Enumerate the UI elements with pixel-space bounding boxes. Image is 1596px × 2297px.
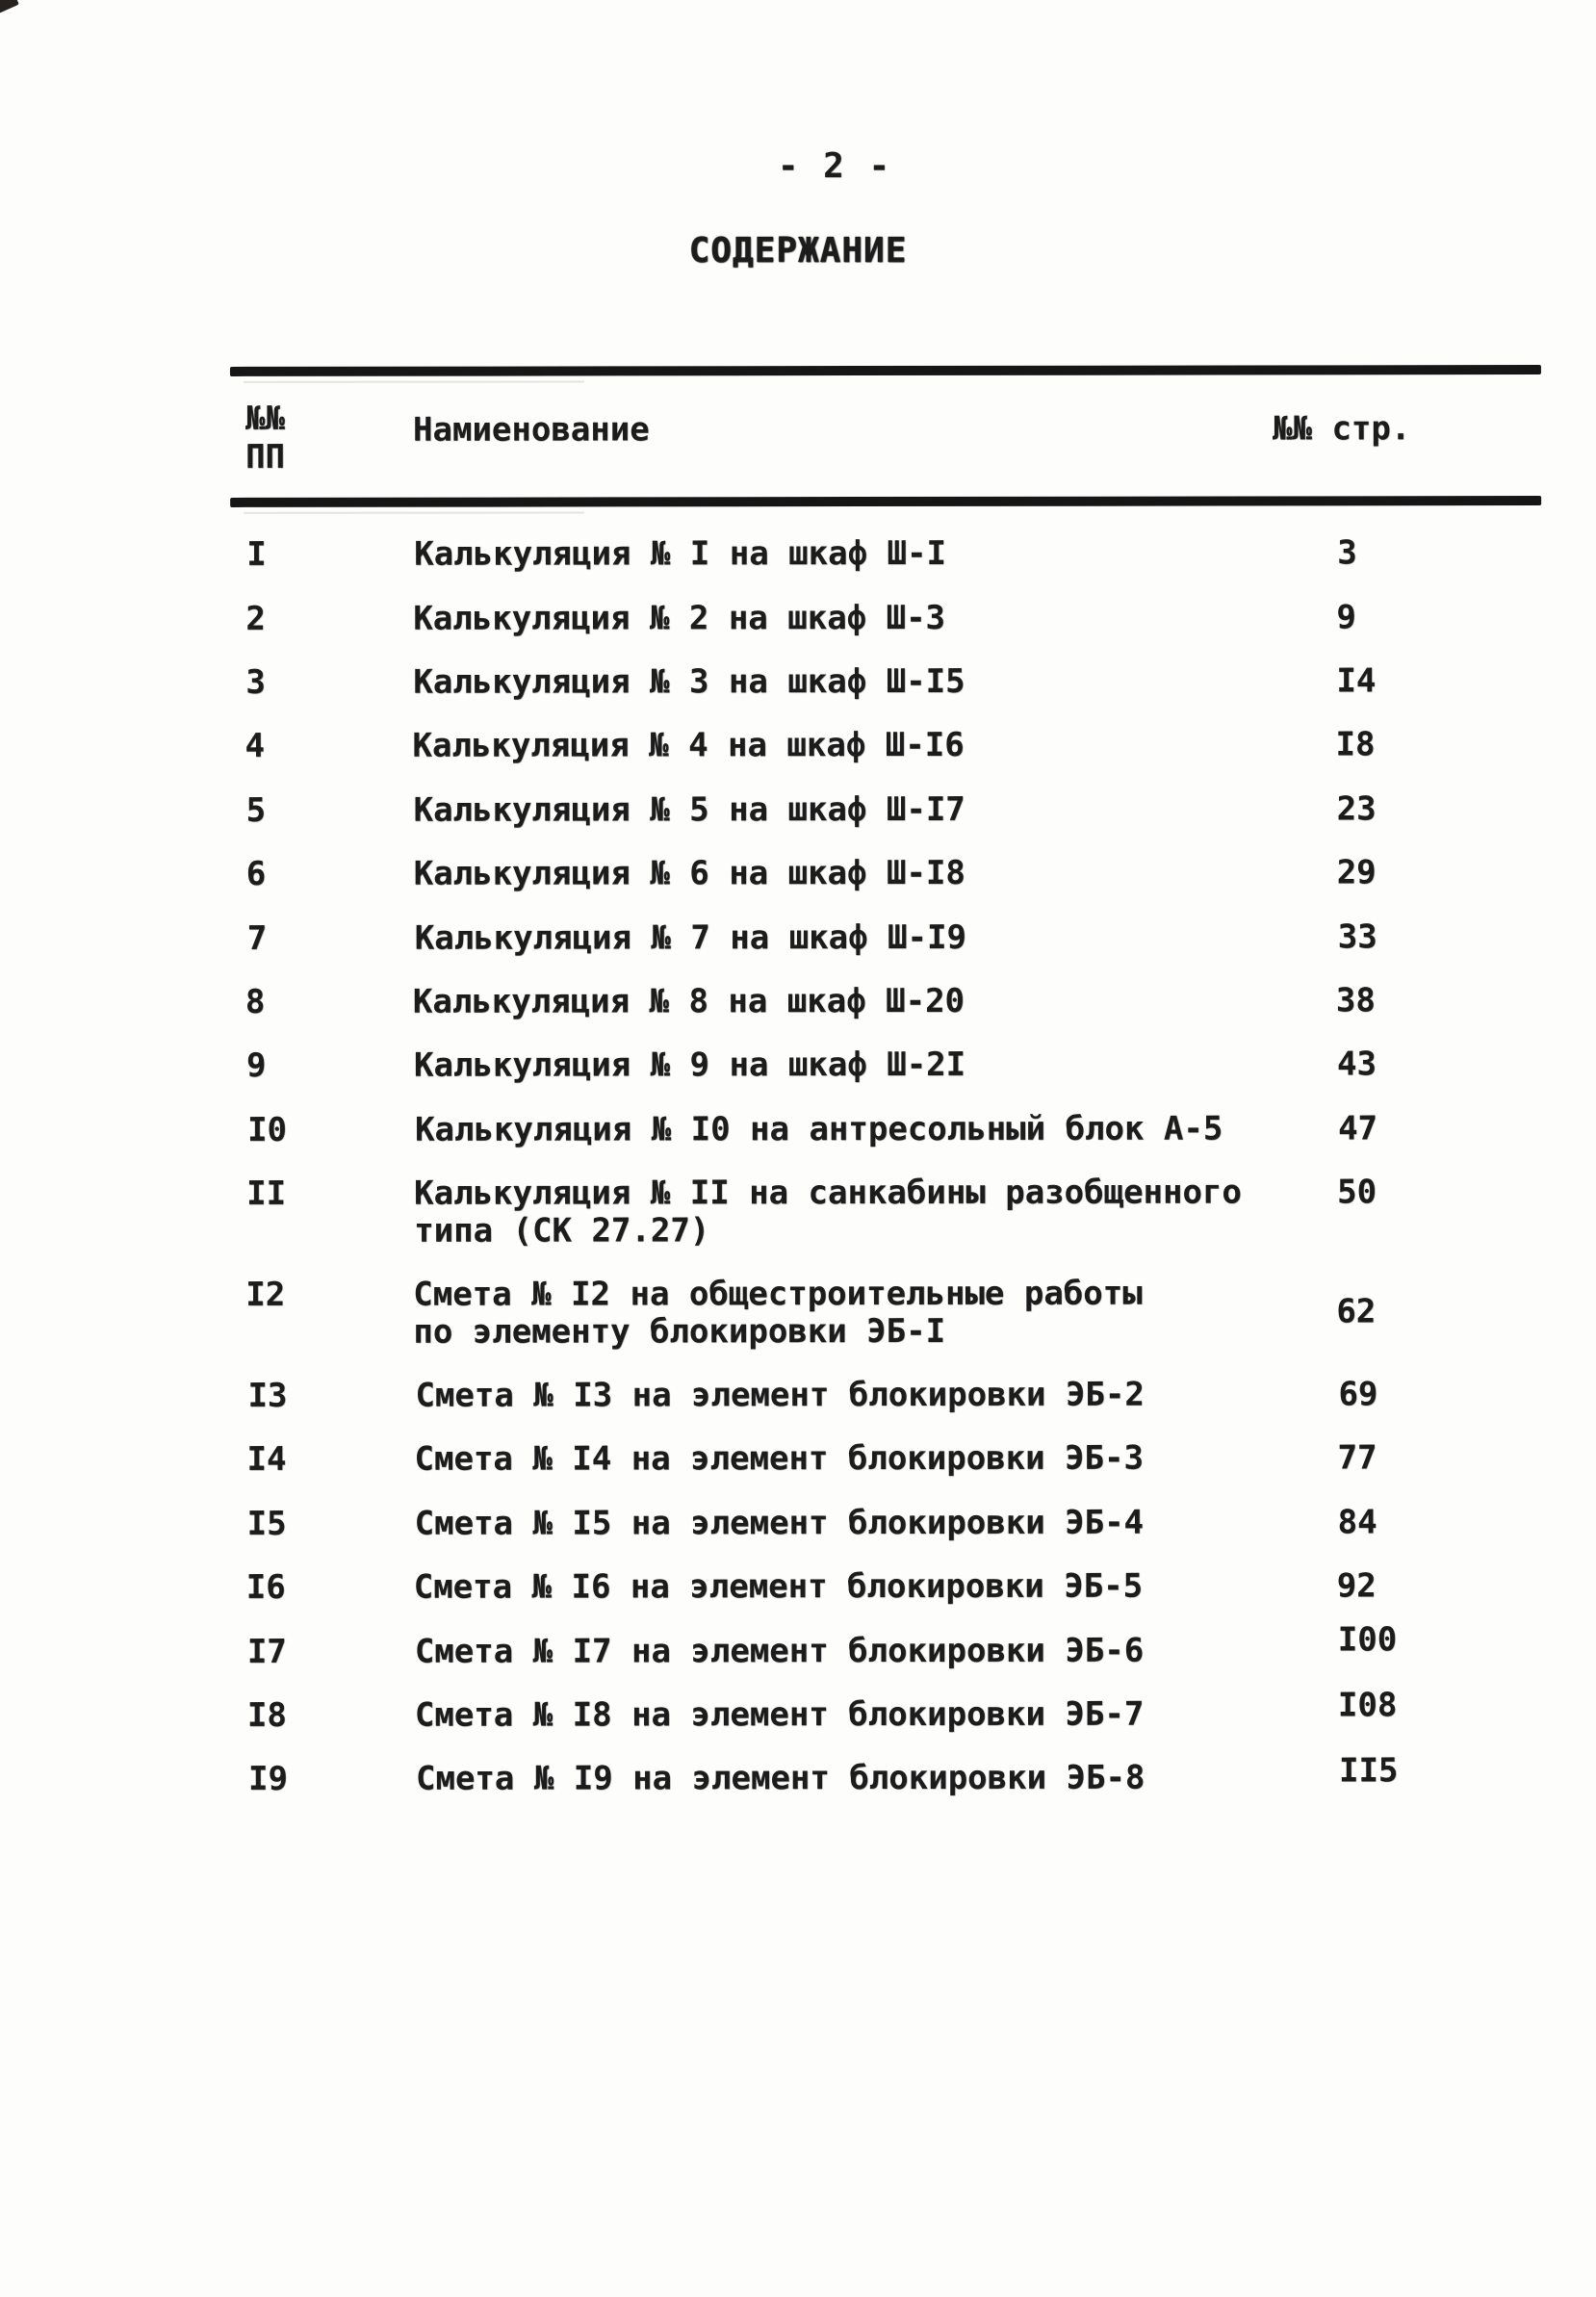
row-page-number: 92: [1336, 1566, 1377, 1606]
row-name: Смета № I8 на элемент блокировки ЭБ-7: [414, 1694, 1145, 1735]
row-name: Калькуляция № 2 на шкаф Ш-3: [413, 598, 946, 638]
table-row: [232, 1439, 1543, 1478]
row-page-number: 3: [1337, 533, 1357, 573]
table-row: [231, 1174, 1542, 1250]
row-page-number: 47: [1338, 1109, 1378, 1148]
row-name: Калькуляция № 6 на шкаф Ш-I8: [413, 854, 965, 893]
table-row: [231, 790, 1542, 829]
row-name: Смета № I5 на элемент блокировки ЭБ-4: [414, 1503, 1145, 1543]
row-page-number: II5: [1338, 1751, 1399, 1791]
scan-artifact: [0, 0, 19, 13]
row-name: Калькуляция № 3 на шкаф Ш-I5: [413, 661, 965, 702]
table-row: [230, 599, 1541, 637]
table-row: [229, 726, 1540, 764]
row-name: Калькуляция № 9 на шкаф Ш-2I: [413, 1045, 966, 1086]
row-name: Смета № I3 на элемент блокировки ЭБ-2: [415, 1375, 1145, 1415]
row-number: I6: [245, 1567, 286, 1608]
table-body: [230, 505, 1543, 1797]
column-header-number: [230, 400, 413, 477]
row-number: 5: [245, 790, 267, 830]
table-row: [232, 1110, 1543, 1148]
row-number: I9: [247, 1760, 288, 1799]
row-number: I8: [246, 1695, 287, 1735]
row-name: Калькуляция № 7 на шкаф Ш-I9: [414, 917, 966, 958]
table-header-row: [230, 374, 1541, 498]
column-header-name: Намиенование: [413, 410, 650, 450]
row-name: Калькуляция № 5 на шкаф Ш-I7: [413, 789, 965, 830]
row-page-number: I4: [1336, 661, 1377, 701]
row-page-number: 33: [1337, 916, 1377, 957]
row-number: 8: [245, 982, 266, 1021]
table-row: [231, 534, 1542, 573]
row-number: 6: [245, 855, 267, 894]
table-row: [231, 854, 1542, 892]
row-page-number: 50: [1337, 1173, 1377, 1212]
row-number: II: [246, 1174, 287, 1214]
table-row: [231, 1046, 1542, 1085]
row-number: 4: [245, 727, 266, 766]
column-header-number-line2: ПП: [245, 437, 286, 477]
table-row: [232, 1504, 1543, 1542]
row-name: Смета № I4 на элемент блокировки ЭБ-3: [414, 1438, 1144, 1479]
row-number: I3: [247, 1376, 288, 1415]
row-page-number: 62: [1336, 1292, 1377, 1331]
row-number: 9: [245, 1046, 267, 1086]
row-page-number: I00: [1337, 1619, 1398, 1659]
page-number: - 2 -: [777, 146, 892, 186]
row-page-number: 77: [1337, 1438, 1377, 1478]
row-name: Калькуляция № I0 на антресольный блок А-5: [415, 1109, 1223, 1149]
row-number: 3: [245, 662, 266, 702]
row-name: Смета № I7 на элемент блокировки ЭБ-6: [414, 1631, 1145, 1671]
row-name: Калькуляция № I на шкаф Ш-I: [414, 534, 946, 574]
row-number: 2: [245, 599, 266, 638]
contents-table: [230, 365, 1543, 1825]
table-row: [231, 1567, 1542, 1606]
column-header-number-line1: №№: [245, 399, 285, 438]
row-page-number: 23: [1336, 789, 1377, 829]
table-row: [230, 982, 1541, 1020]
table-row: [233, 1751, 1544, 1799]
page-title: СОДЕРЖАНИЕ: [688, 231, 908, 271]
row-page-number: 43: [1336, 1045, 1377, 1084]
table-row: [230, 1275, 1541, 1351]
table-row: [232, 918, 1543, 957]
table-row: [232, 1619, 1543, 1671]
row-page-number: I8: [1335, 725, 1376, 764]
row-page-number: 69: [1338, 1375, 1378, 1414]
row-number: I0: [247, 1110, 288, 1149]
table-row: [232, 1686, 1543, 1735]
row-number: I: [246, 535, 267, 575]
row-page-number: 29: [1336, 853, 1377, 892]
row-number: I2: [245, 1275, 286, 1315]
row-page-number: I08: [1337, 1686, 1398, 1725]
row-name: Смета № I9 на элемент блокировки ЭБ-8: [415, 1758, 1146, 1799]
column-header-page: №№ стр.: [1273, 409, 1411, 449]
row-number: 7: [246, 918, 268, 958]
row-page-number: 84: [1337, 1503, 1377, 1542]
table-row: [232, 1376, 1543, 1414]
row-number: I4: [246, 1440, 287, 1480]
row-name: Калькуляция № 4 на шкаф Ш-I6: [412, 726, 965, 766]
row-name: Смета № I6 на элемент блокировки ЭБ-5: [413, 1566, 1144, 1607]
row-name: Смета № I2 на общестроительные работы по элементу блокировки ЭБ-I: [413, 1274, 1143, 1352]
row-number: I5: [246, 1504, 287, 1543]
row-name: Калькуляция № 8 на шкаф Ш-20: [412, 981, 965, 1021]
row-page-number: 38: [1335, 981, 1376, 1020]
table-top-rule: [230, 365, 1541, 376]
row-page-number: 9: [1336, 597, 1356, 636]
row-number: I7: [246, 1632, 287, 1671]
table-row: [230, 662, 1541, 701]
row-name: Калькуляция № II на санкабины разобщенного типа (СК 27.27): [414, 1173, 1242, 1251]
